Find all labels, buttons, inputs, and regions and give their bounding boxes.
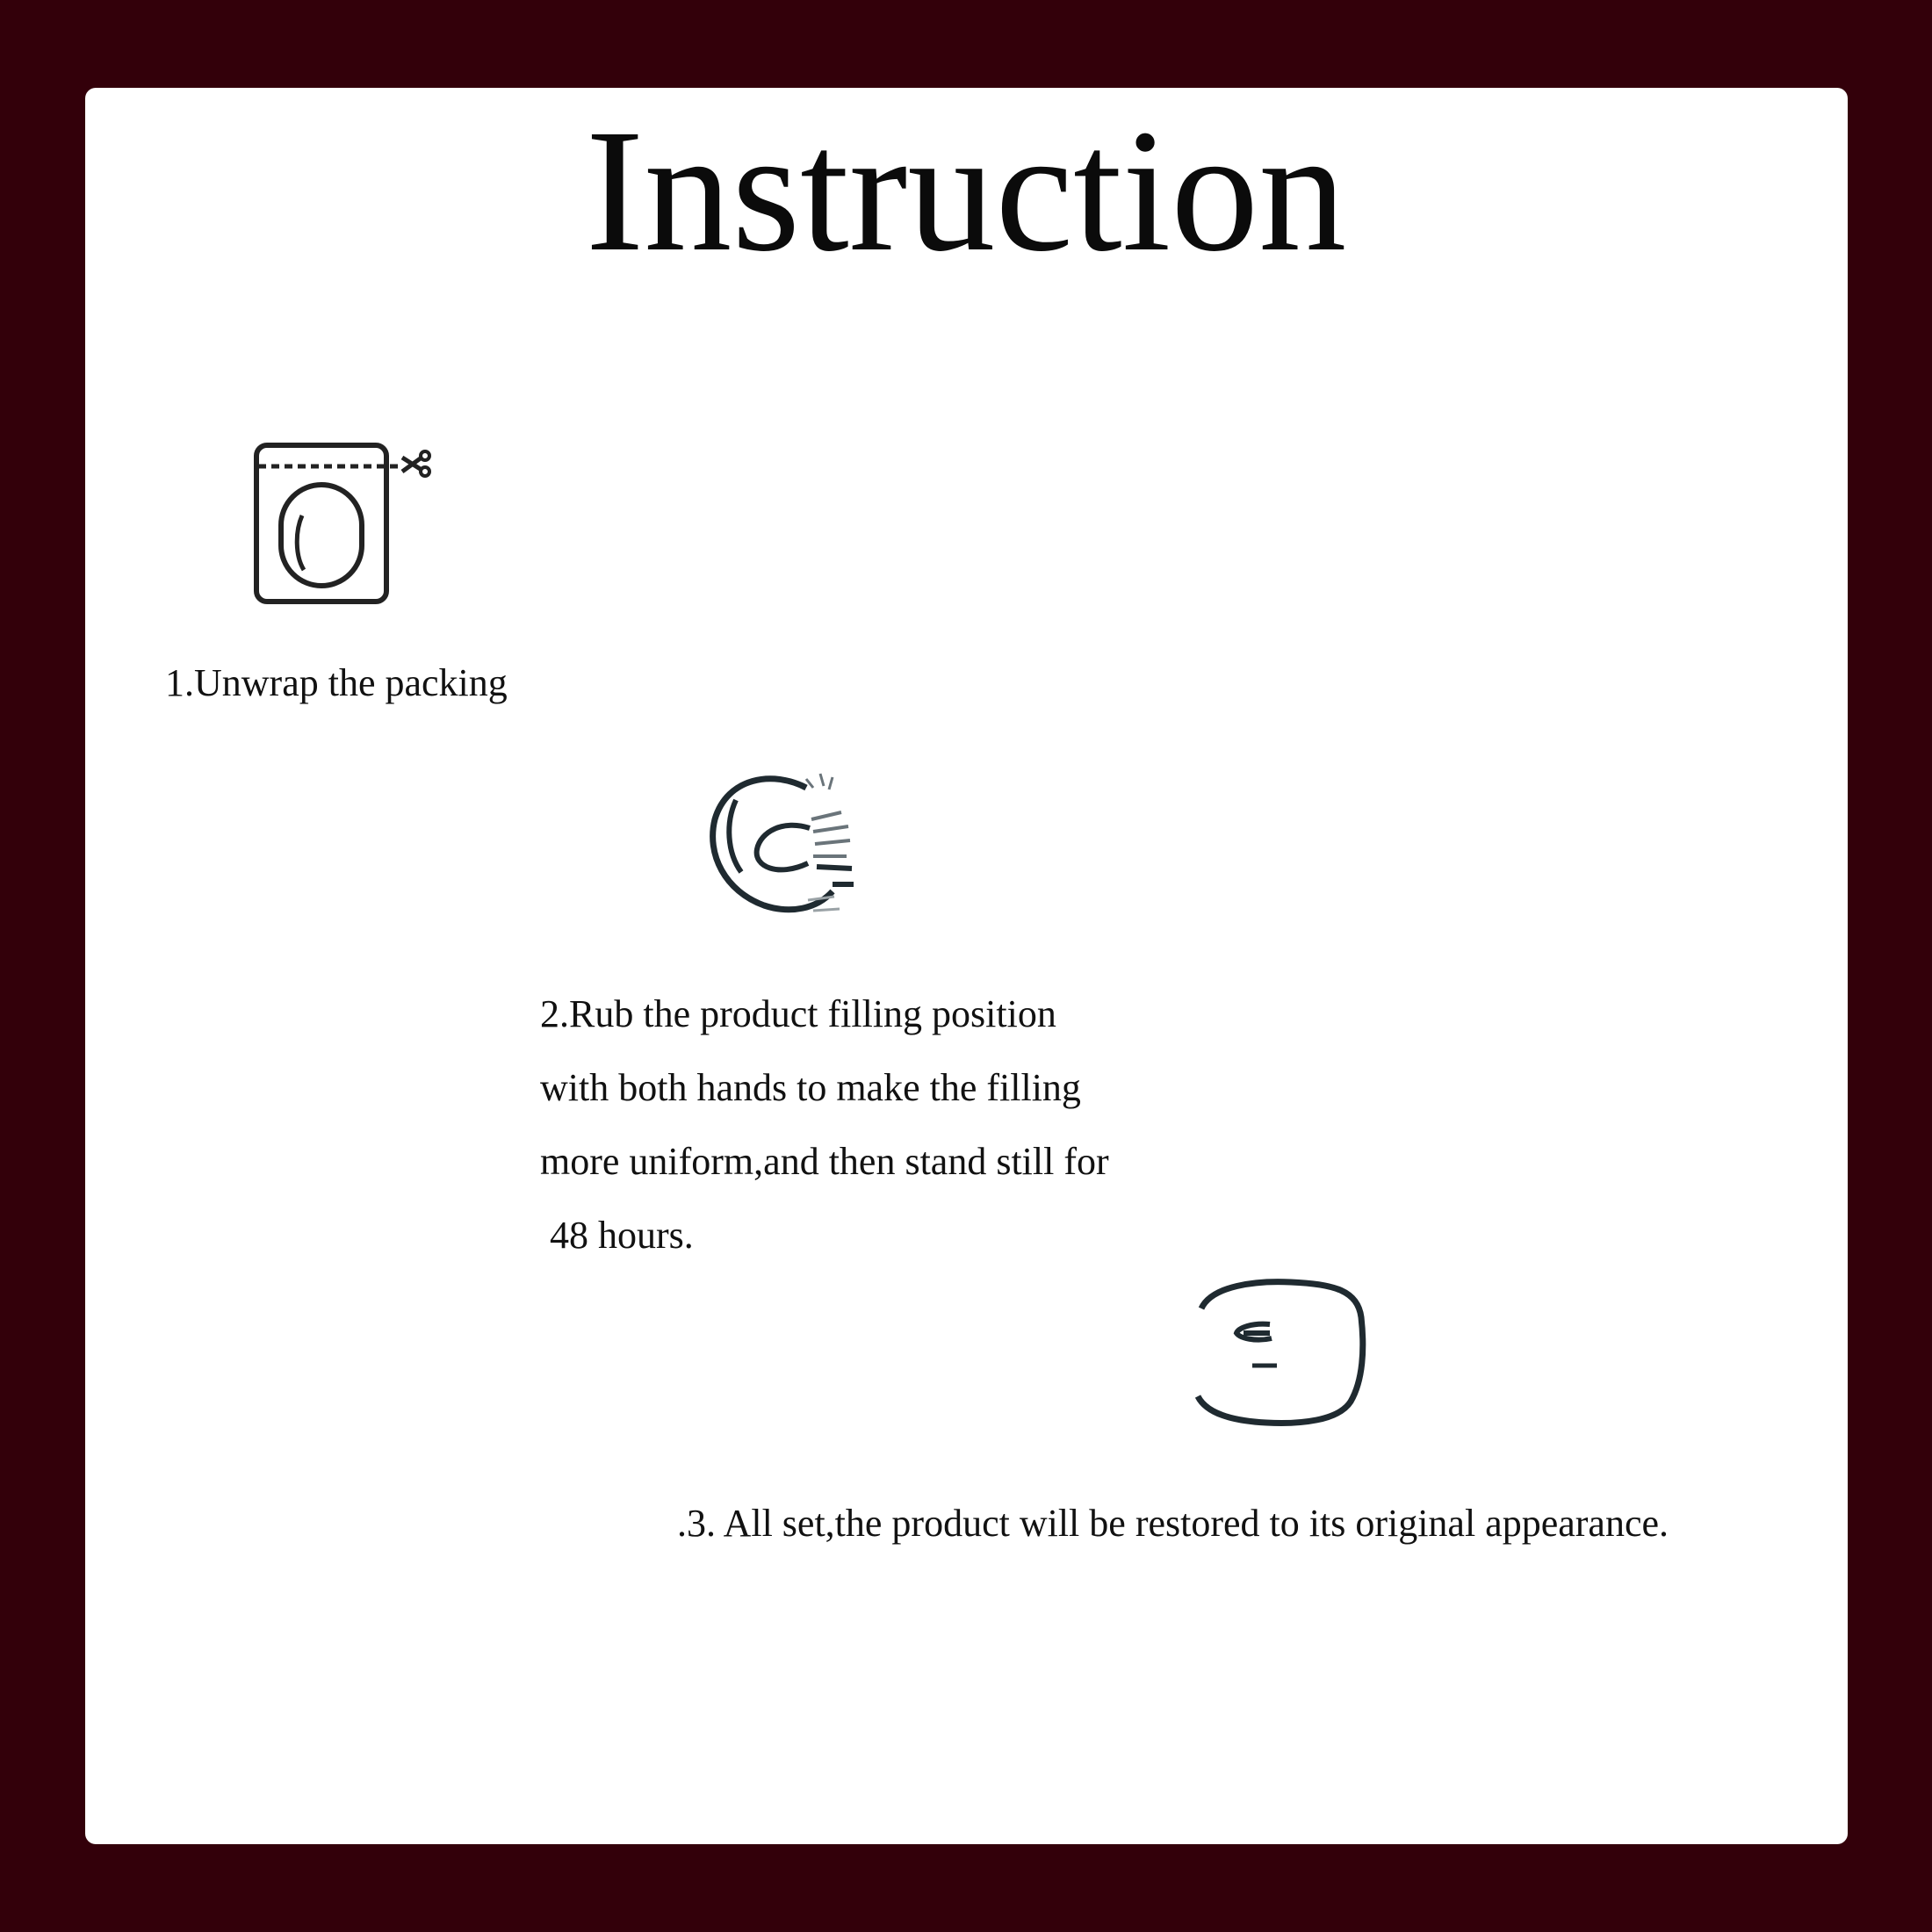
step-2-line-4: 48 hours. bbox=[540, 1214, 694, 1257]
step-2-line-3: more uniform,and then stand still for bbox=[540, 1140, 1109, 1183]
restored-product-icon bbox=[1186, 1273, 1379, 1440]
rub-product-hands-icon bbox=[703, 768, 878, 926]
instruction-card bbox=[85, 88, 1848, 1844]
step-2-line-2: with both hands to make the filling bbox=[540, 1066, 1081, 1109]
page-title: Instruction bbox=[585, 94, 1347, 288]
unwrap-package-scissors-icon bbox=[246, 435, 448, 610]
step-2-line-1: 2.Rub the product filling position bbox=[540, 992, 1056, 1035]
step-2-text bbox=[540, 977, 1109, 1272]
step-1-text bbox=[165, 646, 508, 720]
step-1-line-1: 1.Unwrap the packing bbox=[165, 661, 508, 704]
step-3-line-1: .3. All set,the product will be restored to its original appearance. bbox=[677, 1502, 1669, 1545]
step-3-text bbox=[677, 1487, 1669, 1561]
